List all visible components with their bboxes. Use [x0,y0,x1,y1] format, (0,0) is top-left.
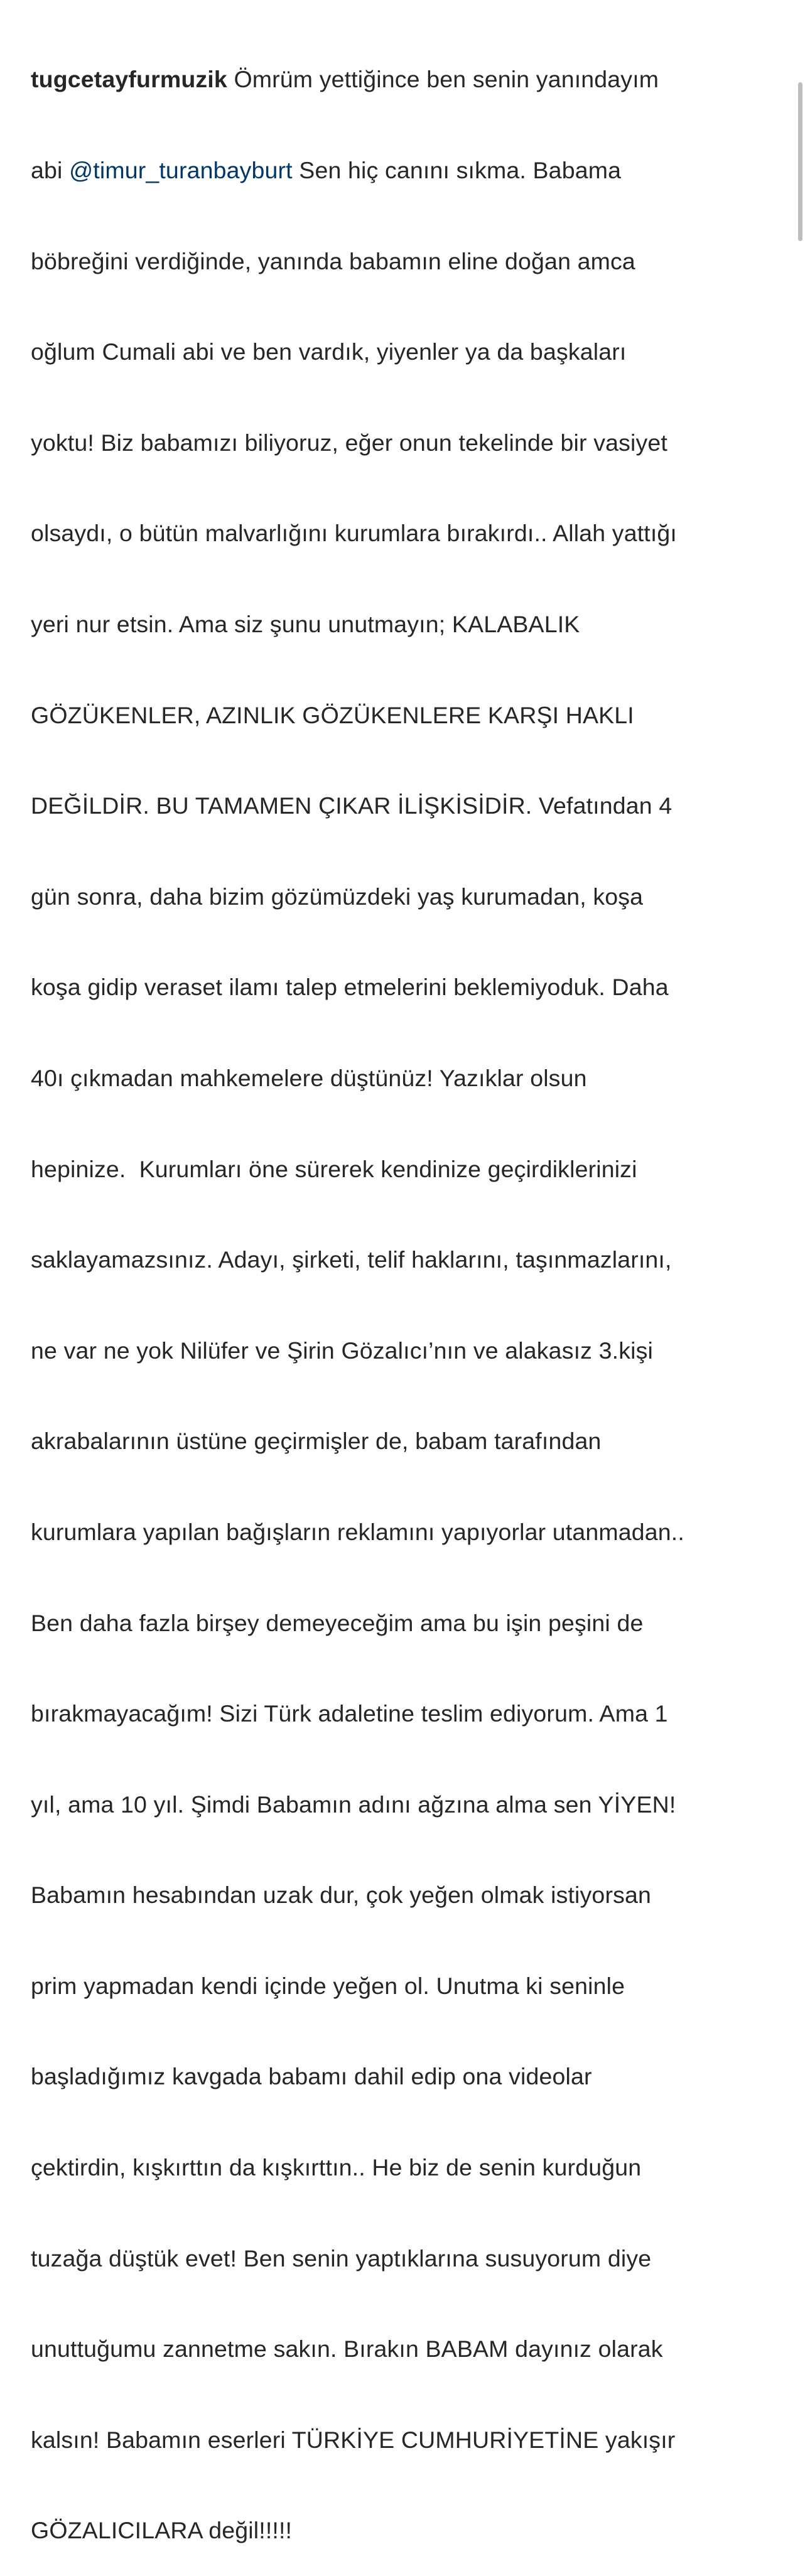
post-caption [31,4,787,2576]
caption-text: abi [31,157,70,183]
caption-line [31,64,787,94]
caption-line: kurumlara yapılan bağışların reklamını yapıyorlar utanmadan.. [31,1518,684,1545]
caption-text: Sen hiç canını sıkma. Babama [292,157,622,183]
caption-line: hepinize. Kurumları öne sürerek kendinize geçirdiklerinizi [31,1155,637,1182]
caption-line: 40ı çıkmadan mahkemelere düştünüz! Yazıklar olsun [31,1064,587,1091]
caption-text: Ömrüm yettiğince ben senin yanındayım [227,66,659,93]
caption-line: akrabalarının üstüne geçirmişler de, babam tarafından [31,1428,602,1455]
caption-line: unuttuğumu zannetme sakın. Bırakın BABAM dayınız olarak [31,2336,663,2363]
caption-line: prim yapmadan kendi içinde yeğen ol. Unutma ki seninle [31,1972,625,1999]
caption-line: olsaydı, o bütün malvarlığını kurumlara bırakırdı.. Allah yattığı [31,520,677,547]
caption-line: böbreğini verdiğinde, yanında babamın eline doğan amca [31,247,635,274]
caption-line [31,155,787,185]
caption-line: ne var ne yok Nilüfer ve Şirin Gözalıcı’nın ve alakasız 3.kişi [31,1337,653,1364]
vertical-scrollbar[interactable] [798,82,802,241]
caption-line: gün sonra, daha bizim gözümüzdeki yaş kurumadan, koşa [31,883,644,910]
caption-line: kalsın! Babamın eserleri TÜRKİYE CUMHURİYETİNE yakışır [31,2426,676,2453]
caption-line: Babamın hesabından uzak dur, çok yeğen olmak istiyorsan [31,1882,651,1909]
caption-line: yoktu! Biz babamızı biliyoruz, eğer onun tekelinde bir vasiyet [31,429,667,456]
caption-line: saklayamazsınız. Adayı, şirketi, telif haklarını, taşınmazlarını, [31,1246,672,1273]
caption-line: GÖZÜKENLER, AZINLIK GÖZÜKENLERE KARŞI HAKLI [31,701,634,728]
caption-line: oğlum Cumali abi ve ben vardık, yiyenler ya da başkaları [31,338,627,365]
caption-line: tuzağa düştük evet! Ben senin yaptıklarına susuyorum diye [31,2245,652,2272]
caption-line: DEĞİLDİR. BU TAMAMEN ÇIKAR İLİŞKİSİDİR. Vefatından 4 [31,792,672,819]
caption-line: başladığımız kavgada babamı dahil edip ona videolar [31,2063,592,2090]
caption-line: bırakmayacağım! Sizi Türk adaletine teslim ediyorum. Ama 1 [31,1700,668,1727]
caption-line: yeri nur etsin. Ama siz şunu unutmayın; KALABALIK [31,610,580,637]
caption-line: GÖZALICILARA değil!!!!! [31,2517,293,2544]
caption-line: çektirdin, kışkırttın da kışkırttın.. He biz de senin kurduğun [31,2154,642,2181]
mention-link[interactable]: @timur_turanbayburt [69,157,293,183]
caption-line: yıl, ama 10 yıl. Şimdi Babamın adını ağzına alma sen YİYEN! [31,1791,676,1818]
caption-line: koşa gidip veraset ilamı talep etmelerini beklemiyoduk. Daha [31,974,669,1001]
caption-line: Ben daha fazla birşey demeyeceğim ama bu işin peşini de [31,1609,644,1636]
username-link[interactable]: tugcetayfurmuzik [31,66,227,93]
